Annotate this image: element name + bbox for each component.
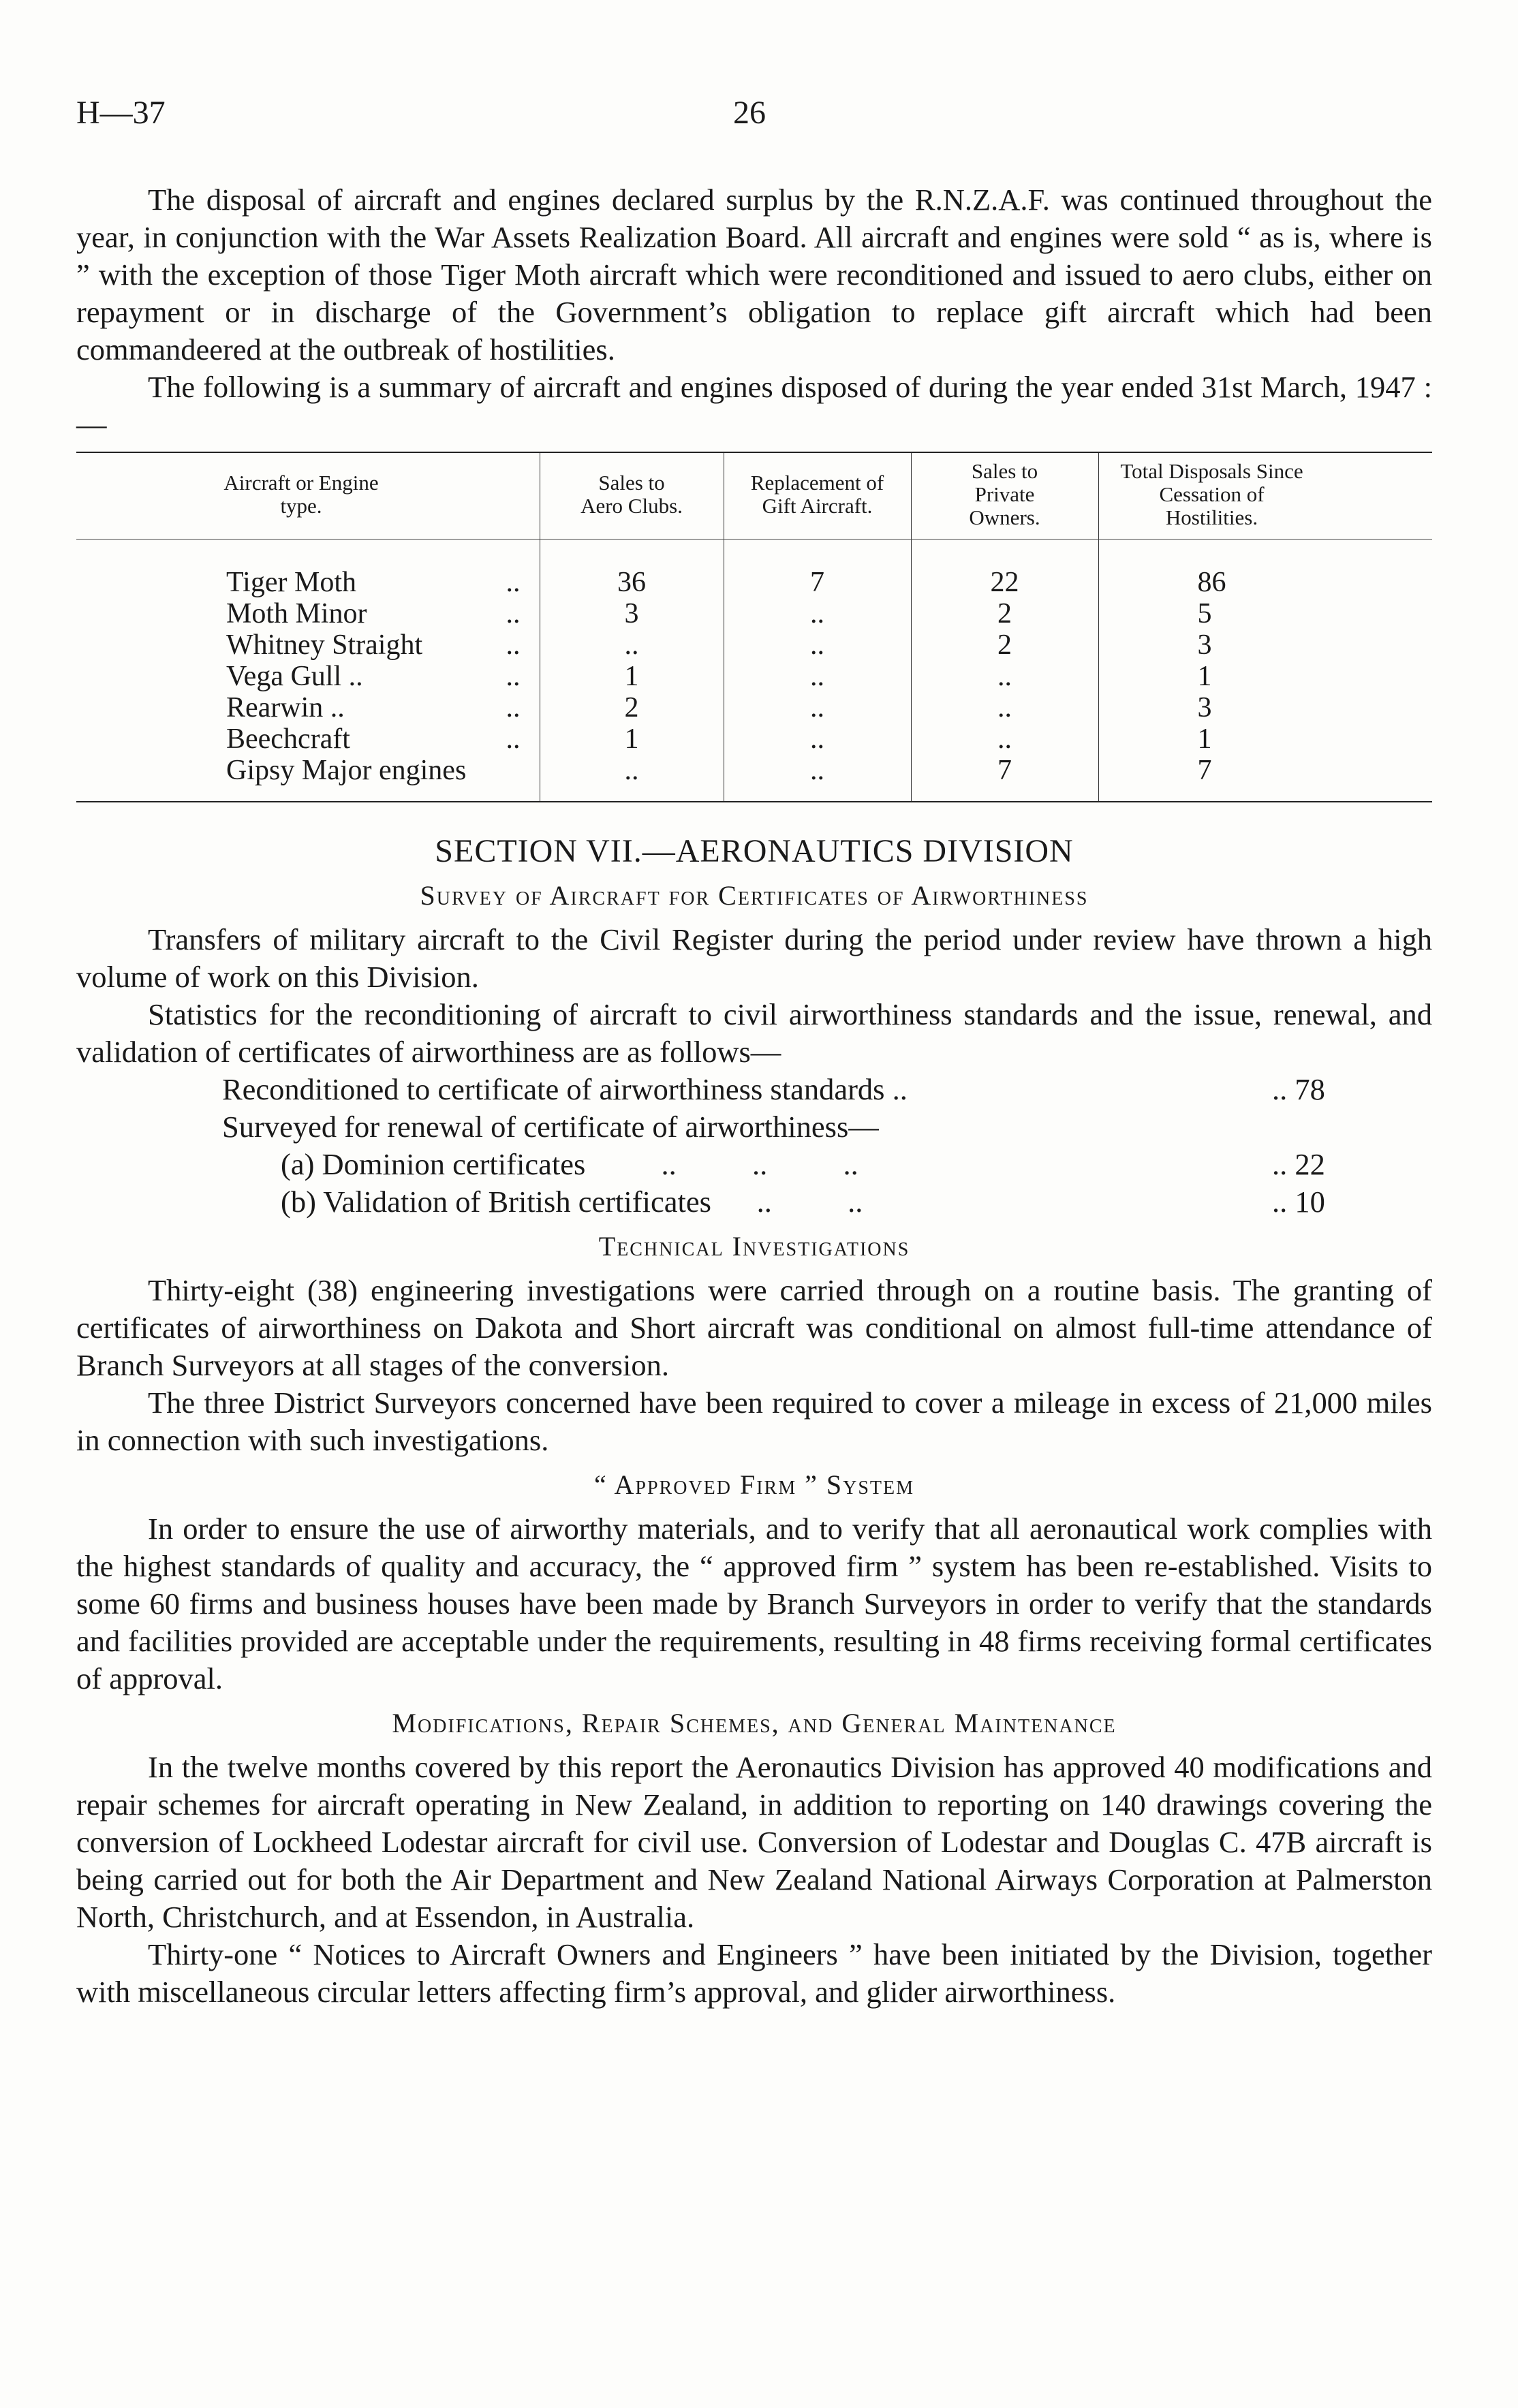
survey-paragraph-1: Transfers of military aircraft to the Civil Register during the period under review have thrown a high volume of work on this Division. — [76, 922, 1432, 994]
col-header-type: Aircraft or Engine type. — [76, 452, 540, 540]
row-private: 2 — [911, 629, 1098, 661]
stat-value: .. 22 — [1272, 1147, 1325, 1181]
row-total: 86 — [1098, 540, 1432, 599]
stat-british-validation — [76, 1183, 1432, 1221]
page-body — [76, 181, 1432, 2011]
stat-value: .. 78 — [1272, 1072, 1325, 1106]
approved-firm-heading: “ Approved Firm ” System — [593, 1469, 915, 1500]
stat-label: Reconditioned to certificate of airworthiness standards .. — [222, 1072, 908, 1106]
row-type: Gipsy Major engines — [226, 755, 467, 786]
intro-paragraph-1: The disposal of aircraft and engines declared surplus by the R.N.Z.A.F. was continued throughout the year, in conjunction with the War Assets Realization Board. All aircraft and engines were sold “ as is, where is ” with the exception of those Tiger Moth aircraft which were reconditioned and issued to aero clubs, either on repayment or in discharge of the Government’s obligation to replace gift aircraft which had been commandeered at the outbreak of hostilities. — [76, 183, 1432, 366]
modifications-paragraph-2: Thirty-one “ Notices to Aircraft Owners and Engineers ” have been initiated by the Division, together with miscellaneous circular letters affecting firm’s approval, and glider airworthiness. — [76, 1937, 1432, 2009]
row-aero-clubs: 3 — [540, 598, 724, 629]
row-private: .. — [911, 692, 1098, 723]
row-private: .. — [911, 723, 1098, 755]
row-gift: 7 — [724, 540, 911, 599]
row-private: 7 — [911, 755, 1098, 802]
row-total: 5 — [1098, 598, 1432, 629]
disposals-table — [76, 452, 1432, 802]
row-total: 1 — [1098, 661, 1432, 692]
table-row — [76, 598, 1432, 629]
page-number: 26 — [733, 95, 766, 131]
stat-label: (a) Dominion certificates .. .. .. — [281, 1147, 858, 1181]
row-aero-clubs: 36 — [540, 540, 724, 599]
stat-value: .. 10 — [1272, 1185, 1325, 1219]
row-gift: .. — [724, 692, 911, 723]
row-gift: .. — [724, 723, 911, 755]
table-header-row — [76, 452, 1432, 540]
row-total: 7 — [1098, 755, 1432, 802]
report-reference: H—37 — [76, 95, 166, 131]
technical-paragraph-2: The three District Surveyors concerned have been required to cover a mileage in excess of 21,000 miles in connection with such investigations. — [76, 1386, 1432, 1457]
section-title: SECTION VII.—AERONAUTICS DIVISION — [435, 833, 1074, 869]
technical-heading: Technical Investigations — [598, 1231, 910, 1262]
table-row — [76, 540, 1432, 599]
table-row — [76, 755, 1432, 802]
row-type: Tiger Moth .. — [226, 567, 521, 598]
row-aero-clubs: 2 — [540, 692, 724, 723]
stat-dominion-certificates — [76, 1146, 1432, 1183]
modifications-paragraph-1: In the twelve months covered by this report the Aeronautics Division has approved 40 modifications and repair schemes for aircraft operating in New Zealand, in addition to reporting on 140 drawings covering the conversion of Lockheed Lodestar aircraft for civil use. Conversion of Lodestar and Douglas C. 47B aircraft is being carried out for both the Air Department and New Zealand National Airways Corporation at Palmerston North, Christchurch, and at Essendon, in Australia. — [76, 1750, 1432, 1934]
table-row — [76, 629, 1432, 661]
row-private: 2 — [911, 598, 1098, 629]
row-type: Whitney Straight .. — [226, 629, 521, 661]
row-total: 3 — [1098, 629, 1432, 661]
row-gift: .. — [724, 661, 911, 692]
stat-surveyed-renewal — [76, 1108, 1432, 1146]
page-header — [76, 94, 1423, 142]
row-type: Moth Minor .. — [226, 598, 521, 629]
stat-label: (b) Validation of British certificates .. .. — [281, 1185, 863, 1219]
table-row — [76, 692, 1432, 723]
row-type: Beechcraft .. — [226, 723, 521, 755]
col-header-aero-clubs: Sales to Aero Clubs. — [540, 452, 724, 540]
row-total: 1 — [1098, 723, 1432, 755]
col-header-gift-replacement: Replacement of Gift Aircraft. — [724, 452, 911, 540]
row-type: Rearwin .. .. — [226, 692, 521, 723]
col-header-total-disposals: Total Disposals Since Cessation of Hostilities. — [1098, 452, 1432, 540]
survey-heading: Survey of Aircraft for Certificates of Airworthiness — [420, 880, 1089, 911]
stat-reconditioned — [76, 1071, 1432, 1108]
survey-paragraph-2: Statistics for the reconditioning of aircraft to civil airworthiness standards and the issue, renewal, and validation of certificates of airworthiness are as follows— — [76, 997, 1432, 1069]
table-row — [76, 661, 1432, 692]
row-type: Vega Gull .. .. — [226, 661, 521, 692]
col-header-private-owners: Sales to Private Owners. — [911, 452, 1098, 540]
row-gift: .. — [724, 755, 911, 802]
row-private: .. — [911, 661, 1098, 692]
row-private: 22 — [911, 540, 1098, 599]
technical-paragraph-1: Thirty-eight (38) engineering investigations were carried through on a routine basis. The granting of certificates of airworthiness on Dakota and Short aircraft was conditional on almost full-time attendance of Branch Surveyors at all stages of the conversion. — [76, 1273, 1432, 1382]
table-row — [76, 723, 1432, 755]
row-aero-clubs: .. — [540, 629, 724, 661]
row-aero-clubs: 1 — [540, 661, 724, 692]
row-gift: .. — [724, 598, 911, 629]
row-aero-clubs: .. — [540, 755, 724, 802]
row-gift: .. — [724, 629, 911, 661]
intro-paragraph-2: The following is a summary of aircraft and engines disposed of during the year ended 31st March, 1947 :— — [76, 370, 1432, 441]
approved-firm-paragraph: In order to ensure the use of airworthy materials, and to verify that all aeronautical work complies with the highest standards of quality and accuracy, the “ approved firm ” system has been re-established. Visits to some 60 firms and business houses have been made by Branch Surveyors in order to verify that the standards and facilities provided are acceptable under the requirements, resulting in 48 firms receiving formal certificates of approval. — [76, 1512, 1432, 1695]
row-total: 3 — [1098, 692, 1432, 723]
row-aero-clubs: 1 — [540, 723, 724, 755]
stat-label: Surveyed for renewal of certificate of airworthiness— — [222, 1110, 879, 1144]
disposals-table-wrapper — [76, 452, 1432, 802]
modifications-heading: Modifications, Repair Schemes, and General Maintenance — [392, 1708, 1117, 1738]
